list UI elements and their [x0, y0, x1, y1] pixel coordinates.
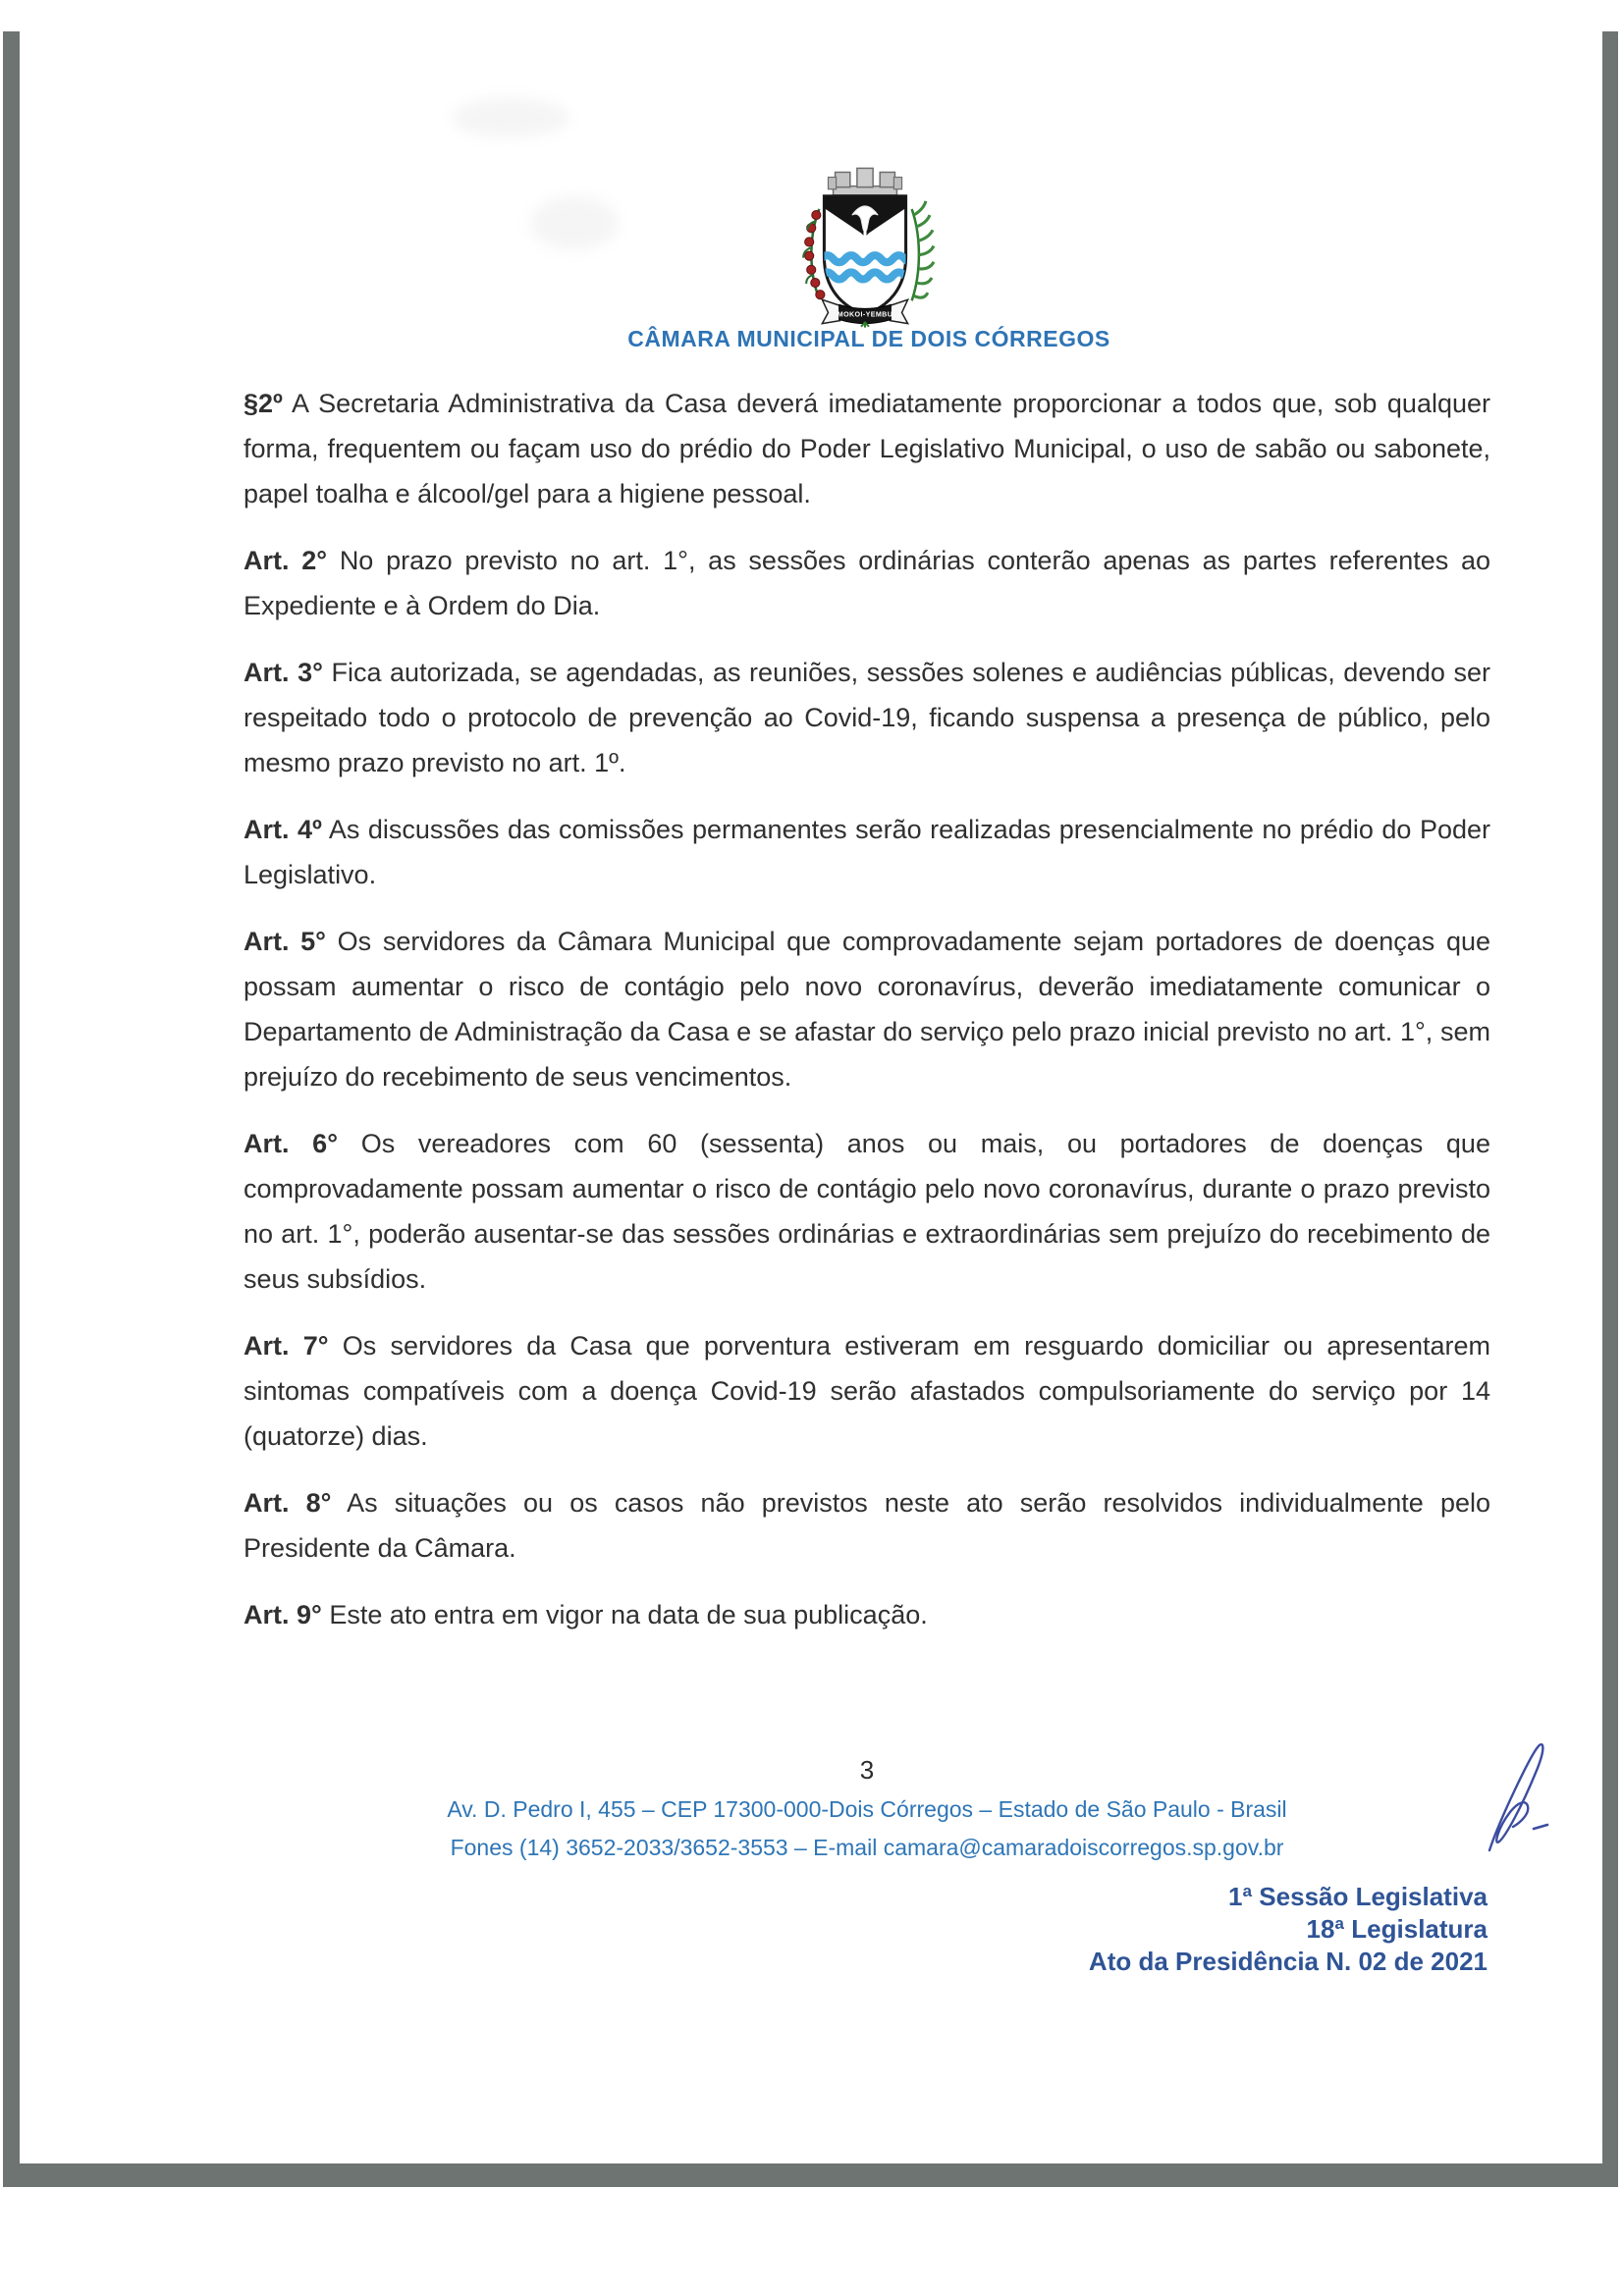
paragraph-art5	[243, 919, 1490, 1099]
paragraph-label: Art. 3°	[243, 658, 323, 687]
paragraph-text: As situações ou os casos não previstos neste ato serão resolvidos individualmente pelo Presidente da Câmara.	[243, 1488, 1490, 1563]
paragraph-art4	[243, 807, 1490, 897]
paragraph-art6	[243, 1121, 1490, 1302]
paragraph-label: Art. 7°	[243, 1331, 329, 1361]
mural-crown-icon	[828, 168, 901, 194]
paragraph-text: As discussões das comissões permanentes serão realizadas presencialmente no prédio do Poder Legislativo.	[243, 815, 1490, 889]
org-title: CÂMARA MUNICIPAL DE DOIS CÓRREGOS	[627, 326, 1110, 351]
paragraph-art2	[243, 538, 1490, 628]
leaf-branch-icon	[912, 201, 934, 300]
page-number: 3	[859, 1755, 875, 1785]
paragraph-text: A Secretaria Administrativa da Casa deverá imediatamente proporcionar a todos que, sob qualquer forma, frequentem ou façam uso do prédio do Poder Legislativo Municipal, o uso de sabão ou sabonete, papel toalha e álcool/gel para a higiene pessoal.	[243, 389, 1490, 508]
scan-smudge	[530, 196, 619, 250]
paragraph-text: No prazo previsto no art. 1°, as sessões ordinárias conterão apenas as partes referentes ao Expediente e à Ordem do Dia.	[243, 546, 1490, 620]
scan-smudge	[452, 98, 569, 137]
paragraph-art7	[243, 1323, 1490, 1459]
paragraph-text: Este ato entra em vigor na data de sua publicação.	[329, 1600, 928, 1629]
paragraph-art3	[243, 650, 1490, 785]
legislature-block	[800, 1881, 1488, 1978]
document-body	[243, 381, 1490, 1659]
paragraph-label: §2º	[243, 389, 283, 418]
paragraph-label: Art. 6°	[243, 1129, 338, 1158]
paragraph-art9	[243, 1592, 1490, 1637]
paragraph-text: Fica autorizada, se agendadas, as reuniões, sessões solenes e audiências públicas, devendo ser respeitado todo o protocolo de prevenção ao Covid-19, ficando suspensa a presença de público, pelo mesmo prazo previsto no art. 1º.	[243, 658, 1490, 777]
paragraph-text: Os servidores da Câmara Municipal que comprovadamente sejam portadores de doenças que possam aumentar o risco de contágio pelo novo coronavírus, deverão imediatamente comunicar o Departamento de Administração da Casa e se afastar do serviço pelo prazo inicial previsto no art. 1°, sem prejuízo do recebimento de seus vencimentos.	[243, 927, 1490, 1092]
paragraph-art8	[243, 1480, 1490, 1571]
signature-mark	[1465, 1728, 1563, 1860]
session-line: 1ª Sessão Legislativa	[1228, 1882, 1488, 1911]
paragraph-text: Os servidores da Casa que porventura estiveram em resguardo domiciliar ou apresentarem sintomas compatíveis com a doença Covid-19 serão afastados compulsoriamente do serviço por 14 (quatorze) dias.	[243, 1331, 1490, 1451]
paragraph-s2	[243, 381, 1490, 516]
footer-address-line1: Av. D. Pedro I, 455 – CEP 17300-000-Dois Córregos – Estado de São Paulo - Brasil	[447, 1796, 1287, 1822]
page-footer	[243, 1755, 1490, 1867]
shield-icon	[821, 196, 916, 315]
footer-address-line2: Fones (14) 3652-2033/3652-3553 – E-mail camara@camaradoiscorregos.sp.gov.br	[450, 1835, 1284, 1860]
coffee-branch-icon	[803, 209, 825, 299]
scan-edge-left	[3, 31, 20, 2187]
paragraph-label: Art. 5°	[243, 927, 326, 956]
act-number-line: Ato da Presidência N. 02 de 2021	[1088, 1947, 1488, 1976]
crest-motto-text: MOKOI-YEMBU	[837, 310, 893, 319]
scan-edge-bottom	[3, 2163, 1618, 2187]
paragraph-label: Art. 9°	[243, 1600, 322, 1629]
coat-of-arms-icon	[795, 163, 935, 328]
paragraph-label: Art. 4º	[243, 815, 322, 844]
scan-edge-right	[1602, 31, 1618, 2187]
legislature-line: 18ª Legislatura	[1306, 1914, 1488, 1944]
paragraph-label: Art. 2°	[243, 546, 328, 575]
paragraph-label: Art. 8°	[243, 1488, 332, 1518]
paragraph-text: Os vereadores com 60 (sessenta) anos ou mais, ou portadores de doenças que comprovadamente possam aumentar o risco de contágio pelo novo coronavírus, durante o prazo previsto no art. 1°, poderão ausentar-se das sessões ordinárias e extraordinárias sem prejuízo do recebimento de seus subsídios.	[243, 1129, 1490, 1294]
